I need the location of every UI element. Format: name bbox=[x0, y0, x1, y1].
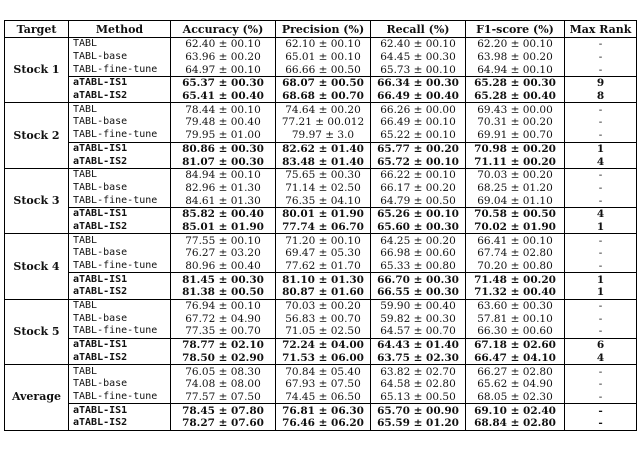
f1-score-cell: 71.32 ± 00.40 bbox=[466, 286, 565, 299]
method-cell: aTABL-IS2 bbox=[69, 286, 171, 299]
table-row bbox=[5, 90, 637, 103]
method-cell: TABL bbox=[69, 103, 171, 116]
table-caption bbox=[0, 0, 640, 14]
accuracy-cell: 79.95 ± 01.00 bbox=[171, 129, 276, 142]
table-row bbox=[5, 142, 637, 155]
recall-cell: 66.26 ± 00.00 bbox=[371, 103, 466, 116]
f1-score-cell: 69.10 ± 02.40 bbox=[466, 404, 565, 417]
method-cell: aTABL-IS2 bbox=[69, 90, 171, 103]
f1-score-cell: 70.58 ± 00.50 bbox=[466, 207, 565, 220]
accuracy-cell: 81.38 ± 00.50 bbox=[171, 286, 276, 299]
table-row bbox=[5, 365, 637, 378]
table-row bbox=[5, 312, 637, 325]
table-row bbox=[5, 155, 637, 168]
max-rank-cell: - bbox=[565, 312, 637, 325]
method-cell: TABL-fine-tune bbox=[69, 194, 171, 207]
method-cell: aTABL-IS1 bbox=[69, 142, 171, 155]
recall-cell: 66.98 ± 00.60 bbox=[371, 247, 466, 260]
accuracy-cell: 63.96 ± 00.20 bbox=[171, 51, 276, 64]
precision-cell: 80.01 ± 01.90 bbox=[276, 207, 371, 220]
f1-score-cell: 70.03 ± 00.20 bbox=[466, 168, 565, 181]
precision-cell: 71.14 ± 02.50 bbox=[276, 182, 371, 195]
f1-score-cell: 66.41 ± 00.10 bbox=[466, 234, 565, 247]
max-rank-cell: 1 bbox=[565, 273, 637, 286]
max-rank-cell: 4 bbox=[565, 352, 637, 365]
method-cell: TABL-fine-tune bbox=[69, 325, 171, 338]
recall-cell: 65.70 ± 00.90 bbox=[371, 404, 466, 417]
precision-cell: 74.64 ± 00.20 bbox=[276, 103, 371, 116]
precision-cell: 68.07 ± 00.50 bbox=[276, 77, 371, 90]
f1-score-cell: 62.20 ± 00.10 bbox=[466, 38, 565, 51]
precision-cell: 71.53 ± 06.00 bbox=[276, 352, 371, 365]
precision-cell: 69.47 ± 05.30 bbox=[276, 247, 371, 260]
f1-score-cell: 63.98 ± 00.20 bbox=[466, 51, 565, 64]
max-rank-cell: 4 bbox=[565, 207, 637, 220]
f1-score-cell: 70.31 ± 00.20 bbox=[466, 116, 565, 129]
max-rank-cell: - bbox=[565, 260, 637, 273]
max-rank-cell: - bbox=[565, 234, 637, 247]
max-rank-cell: 1 bbox=[565, 286, 637, 299]
precision-cell: 65.01 ± 00.10 bbox=[276, 51, 371, 64]
max-rank-cell: - bbox=[565, 194, 637, 207]
recall-cell: 64.58 ± 02.80 bbox=[371, 378, 466, 391]
accuracy-cell: 78.44 ± 00.10 bbox=[171, 103, 276, 116]
recall-cell: 65.22 ± 00.10 bbox=[371, 129, 466, 142]
table-row bbox=[5, 63, 637, 76]
target-cell: Stock 2 bbox=[5, 103, 69, 168]
f1-score-cell: 66.27 ± 02.80 bbox=[466, 365, 565, 378]
recall-cell: 65.72 ± 00.10 bbox=[371, 155, 466, 168]
max-rank-cell: 8 bbox=[565, 90, 637, 103]
precision-cell: 77.21 ± 00.012 bbox=[276, 116, 371, 129]
precision-cell: 56.83 ± 00.70 bbox=[276, 312, 371, 325]
accuracy-cell: 85.01 ± 01.90 bbox=[171, 221, 276, 234]
f1-score-cell: 71.48 ± 00.20 bbox=[466, 273, 565, 286]
accuracy-cell: 80.86 ± 00.30 bbox=[171, 142, 276, 155]
method-cell: TABL-fine-tune bbox=[69, 260, 171, 273]
f1-score-cell: 65.62 ± 04.90 bbox=[466, 378, 565, 391]
accuracy-cell: 81.07 ± 00.30 bbox=[171, 155, 276, 168]
accuracy-cell: 84.61 ± 01.30 bbox=[171, 194, 276, 207]
recall-cell: 66.22 ± 00.10 bbox=[371, 168, 466, 181]
accuracy-cell: 76.05 ± 08.30 bbox=[171, 365, 276, 378]
precision-cell: 67.93 ± 07.50 bbox=[276, 378, 371, 391]
table-row bbox=[5, 103, 637, 116]
recall-cell: 65.59 ± 01.20 bbox=[371, 417, 466, 430]
accuracy-cell: 76.27 ± 03.20 bbox=[171, 247, 276, 260]
accuracy-cell: 78.27 ± 07.60 bbox=[171, 417, 276, 430]
recall-cell: 64.57 ± 00.70 bbox=[371, 325, 466, 338]
method-cell: aTABL-IS1 bbox=[69, 273, 171, 286]
method-cell: TABL bbox=[69, 234, 171, 247]
max-rank-cell: - bbox=[565, 103, 637, 116]
table-row bbox=[5, 116, 637, 129]
table-row bbox=[5, 391, 637, 404]
method-cell: aTABL-IS2 bbox=[69, 221, 171, 234]
method-cell: aTABL-IS1 bbox=[69, 77, 171, 90]
precision-cell: 72.24 ± 04.00 bbox=[276, 338, 371, 351]
method-cell: aTABL-IS1 bbox=[69, 338, 171, 351]
f1-score-cell: 64.94 ± 00.10 bbox=[466, 63, 565, 76]
recall-cell: 66.49 ± 00.40 bbox=[371, 90, 466, 103]
accuracy-cell: 78.50 ± 02.90 bbox=[171, 352, 276, 365]
method-cell: TABL-fine-tune bbox=[69, 391, 171, 404]
accuracy-cell: 67.72 ± 04.90 bbox=[171, 312, 276, 325]
accuracy-cell: 78.45 ± 07.80 bbox=[171, 404, 276, 417]
header-max-rank: Max Rank bbox=[565, 21, 637, 38]
max-rank-cell: 6 bbox=[565, 338, 637, 351]
table-row bbox=[5, 352, 637, 365]
accuracy-cell: 77.55 ± 00.10 bbox=[171, 234, 276, 247]
f1-score-cell: 67.18 ± 02.60 bbox=[466, 338, 565, 351]
accuracy-cell: 77.35 ± 00.70 bbox=[171, 325, 276, 338]
precision-cell: 77.62 ± 01.70 bbox=[276, 260, 371, 273]
method-cell: aTABL-IS1 bbox=[69, 207, 171, 220]
accuracy-cell: 76.94 ± 00.10 bbox=[171, 299, 276, 312]
method-cell: TABL bbox=[69, 168, 171, 181]
accuracy-cell: 77.57 ± 07.50 bbox=[171, 391, 276, 404]
method-cell: TABL-base bbox=[69, 312, 171, 325]
accuracy-cell: 79.48 ± 00.40 bbox=[171, 116, 276, 129]
header-target: Target bbox=[5, 21, 69, 38]
max-rank-cell: - bbox=[565, 129, 637, 142]
results-table bbox=[4, 20, 637, 431]
table-row bbox=[5, 378, 637, 391]
recall-cell: 64.25 ± 00.20 bbox=[371, 234, 466, 247]
recall-cell: 65.60 ± 00.30 bbox=[371, 221, 466, 234]
max-rank-cell: 9 bbox=[565, 77, 637, 90]
recall-cell: 66.34 ± 00.30 bbox=[371, 77, 466, 90]
target-cell: Stock 4 bbox=[5, 234, 69, 299]
max-rank-cell: 1 bbox=[565, 142, 637, 155]
table-row bbox=[5, 129, 637, 142]
max-rank-cell: - bbox=[565, 404, 637, 417]
table-row bbox=[5, 207, 637, 220]
table-row bbox=[5, 338, 637, 351]
recall-cell: 64.79 ± 00.50 bbox=[371, 194, 466, 207]
recall-cell: 65.13 ± 00.50 bbox=[371, 391, 466, 404]
recall-cell: 65.73 ± 00.10 bbox=[371, 63, 466, 76]
table-row bbox=[5, 182, 637, 195]
recall-cell: 66.70 ± 00.30 bbox=[371, 273, 466, 286]
method-cell: aTABL-IS2 bbox=[69, 155, 171, 168]
table-row bbox=[5, 404, 637, 417]
max-rank-cell: - bbox=[565, 116, 637, 129]
recall-cell: 62.40 ± 00.10 bbox=[371, 38, 466, 51]
precision-cell: 74.45 ± 06.50 bbox=[276, 391, 371, 404]
recall-cell: 63.82 ± 02.70 bbox=[371, 365, 466, 378]
target-cell: Average bbox=[5, 365, 69, 430]
max-rank-cell: - bbox=[565, 365, 637, 378]
max-rank-cell: - bbox=[565, 391, 637, 404]
table-row bbox=[5, 247, 637, 260]
f1-score-cell: 71.11 ± 00.20 bbox=[466, 155, 565, 168]
accuracy-cell: 62.40 ± 00.10 bbox=[171, 38, 276, 51]
table-body bbox=[5, 38, 637, 431]
accuracy-cell: 84.94 ± 00.10 bbox=[171, 168, 276, 181]
precision-cell: 79.97 ± 3.0 bbox=[276, 129, 371, 142]
method-cell: TABL-base bbox=[69, 116, 171, 129]
f1-score-cell: 66.30 ± 00.60 bbox=[466, 325, 565, 338]
table-row bbox=[5, 51, 637, 64]
table-row bbox=[5, 325, 637, 338]
precision-cell: 76.46 ± 06.20 bbox=[276, 417, 371, 430]
precision-cell: 71.05 ± 02.50 bbox=[276, 325, 371, 338]
header-accuracy: Accuracy (%) bbox=[171, 21, 276, 38]
max-rank-cell: - bbox=[565, 378, 637, 391]
recall-cell: 66.49 ± 00.10 bbox=[371, 116, 466, 129]
method-cell: aTABL-IS2 bbox=[69, 417, 171, 430]
precision-cell: 62.10 ± 00.10 bbox=[276, 38, 371, 51]
f1-score-cell: 68.05 ± 02.30 bbox=[466, 391, 565, 404]
accuracy-cell: 81.45 ± 00.30 bbox=[171, 273, 276, 286]
recall-cell: 64.43 ± 01.40 bbox=[371, 338, 466, 351]
accuracy-cell: 65.37 ± 00.30 bbox=[171, 77, 276, 90]
method-cell: aTABL-IS1 bbox=[69, 404, 171, 417]
max-rank-cell: 4 bbox=[565, 155, 637, 168]
method-cell: TABL bbox=[69, 299, 171, 312]
precision-cell: 76.35 ± 04.10 bbox=[276, 194, 371, 207]
max-rank-cell: - bbox=[565, 63, 637, 76]
precision-cell: 83.48 ± 01.40 bbox=[276, 155, 371, 168]
max-rank-cell: - bbox=[565, 247, 637, 260]
accuracy-cell: 85.82 ± 00.40 bbox=[171, 207, 276, 220]
table-row bbox=[5, 417, 637, 430]
precision-cell: 77.74 ± 06.70 bbox=[276, 221, 371, 234]
recall-cell: 64.45 ± 00.30 bbox=[371, 51, 466, 64]
precision-cell: 80.87 ± 01.60 bbox=[276, 286, 371, 299]
f1-score-cell: 69.91 ± 00.70 bbox=[466, 129, 565, 142]
target-cell: Stock 5 bbox=[5, 299, 69, 364]
max-rank-cell: - bbox=[565, 325, 637, 338]
f1-score-cell: 70.20 ± 00.80 bbox=[466, 260, 565, 273]
f1-score-cell: 69.43 ± 00.00 bbox=[466, 103, 565, 116]
table-row bbox=[5, 77, 637, 90]
accuracy-cell: 82.96 ± 01.30 bbox=[171, 182, 276, 195]
header-recall: Recall (%) bbox=[371, 21, 466, 38]
method-cell: TABL-base bbox=[69, 182, 171, 195]
header-f1: F1-score (%) bbox=[466, 21, 565, 38]
f1-score-cell: 70.02 ± 01.90 bbox=[466, 221, 565, 234]
method-cell: TABL-base bbox=[69, 51, 171, 64]
precision-cell: 70.03 ± 00.20 bbox=[276, 299, 371, 312]
f1-score-cell: 65.28 ± 00.40 bbox=[466, 90, 565, 103]
max-rank-cell: - bbox=[565, 51, 637, 64]
method-cell: TABL-base bbox=[69, 247, 171, 260]
max-rank-cell: - bbox=[565, 38, 637, 51]
recall-cell: 66.55 ± 00.30 bbox=[371, 286, 466, 299]
f1-score-cell: 68.25 ± 01.20 bbox=[466, 182, 565, 195]
method-cell: TABL bbox=[69, 365, 171, 378]
target-cell: Stock 1 bbox=[5, 38, 69, 103]
recall-cell: 65.77 ± 00.20 bbox=[371, 142, 466, 155]
f1-score-cell: 57.81 ± 00.10 bbox=[466, 312, 565, 325]
header-row bbox=[5, 21, 637, 38]
f1-score-cell: 67.74 ± 02.80 bbox=[466, 247, 565, 260]
precision-cell: 71.20 ± 00.10 bbox=[276, 234, 371, 247]
precision-cell: 66.66 ± 00.50 bbox=[276, 63, 371, 76]
method-cell: TABL-base bbox=[69, 378, 171, 391]
max-rank-cell: - bbox=[565, 417, 637, 430]
accuracy-cell: 74.08 ± 08.00 bbox=[171, 378, 276, 391]
method-cell: TABL bbox=[69, 38, 171, 51]
f1-score-cell: 66.47 ± 04.10 bbox=[466, 352, 565, 365]
accuracy-cell: 80.96 ± 00.40 bbox=[171, 260, 276, 273]
f1-score-cell: 70.98 ± 00.20 bbox=[466, 142, 565, 155]
table-row bbox=[5, 194, 637, 207]
recall-cell: 59.82 ± 00.30 bbox=[371, 312, 466, 325]
precision-cell: 76.81 ± 06.30 bbox=[276, 404, 371, 417]
precision-cell: 75.65 ± 00.30 bbox=[276, 168, 371, 181]
table-row bbox=[5, 260, 637, 273]
precision-cell: 81.10 ± 01.30 bbox=[276, 273, 371, 286]
table-row bbox=[5, 38, 637, 51]
precision-cell: 70.84 ± 05.40 bbox=[276, 365, 371, 378]
max-rank-cell: - bbox=[565, 299, 637, 312]
table-row bbox=[5, 286, 637, 299]
f1-score-cell: 63.60 ± 00.30 bbox=[466, 299, 565, 312]
f1-score-cell: 65.28 ± 00.30 bbox=[466, 77, 565, 90]
max-rank-cell: - bbox=[565, 168, 637, 181]
accuracy-cell: 78.77 ± 02.10 bbox=[171, 338, 276, 351]
recall-cell: 59.90 ± 00.40 bbox=[371, 299, 466, 312]
method-cell: aTABL-IS2 bbox=[69, 352, 171, 365]
table-row bbox=[5, 299, 637, 312]
recall-cell: 65.33 ± 00.80 bbox=[371, 260, 466, 273]
max-rank-cell: 1 bbox=[565, 221, 637, 234]
header-precision: Precision (%) bbox=[276, 21, 371, 38]
recall-cell: 63.75 ± 02.30 bbox=[371, 352, 466, 365]
header-method: Method bbox=[69, 21, 171, 38]
f1-score-cell: 68.84 ± 02.80 bbox=[466, 417, 565, 430]
table-row bbox=[5, 221, 637, 234]
accuracy-cell: 65.41 ± 00.40 bbox=[171, 90, 276, 103]
method-cell: TABL-fine-tune bbox=[69, 129, 171, 142]
f1-score-cell: 69.04 ± 01.10 bbox=[466, 194, 565, 207]
precision-cell: 68.68 ± 00.70 bbox=[276, 90, 371, 103]
max-rank-cell: - bbox=[565, 182, 637, 195]
table-row bbox=[5, 168, 637, 181]
precision-cell: 82.62 ± 01.40 bbox=[276, 142, 371, 155]
method-cell: TABL-fine-tune bbox=[69, 63, 171, 76]
table-row bbox=[5, 273, 637, 286]
recall-cell: 65.26 ± 00.10 bbox=[371, 207, 466, 220]
accuracy-cell: 64.97 ± 00.10 bbox=[171, 63, 276, 76]
table-row bbox=[5, 234, 637, 247]
target-cell: Stock 3 bbox=[5, 168, 69, 233]
recall-cell: 66.17 ± 00.20 bbox=[371, 182, 466, 195]
